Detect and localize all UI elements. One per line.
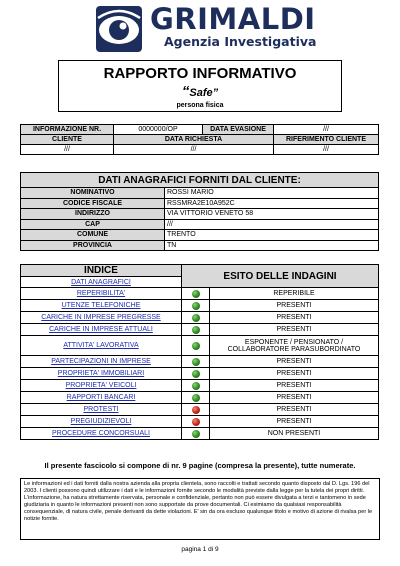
status-cell xyxy=(182,300,210,312)
result-value: PRESENTI xyxy=(210,300,379,312)
brand-name: GRIMALDI xyxy=(150,2,316,36)
disclaimer-paragraph: L'informazione, ha natura strettamente riservata, personale e confidenziale, pertanto non può essere divulgata a terzi e tantomeno in sede giudiziaria in quanto le informazioni presenti non sono supportate da prove documentali. Ci esimiamo da qualsiasi responsabilità consequenziale, di natura civile, penale derivanti da dette violazioni. E' sin da ora escluso qualunque titolo e motivo di azione di rivalsa per le notizie fornite. xyxy=(24,495,373,523)
index-link[interactable]: DATI ANAGRAFICI xyxy=(71,278,131,286)
green-status-icon xyxy=(192,382,200,390)
status-cell xyxy=(182,312,210,324)
disclaimer-box xyxy=(20,478,380,540)
status-cell xyxy=(182,368,210,380)
report-subtitle: persona fisica xyxy=(176,102,224,109)
brand-subtitle: Agenzia Investigativa xyxy=(164,34,317,49)
zip-label: CAP xyxy=(21,219,165,230)
index-item-personal-data[interactable] xyxy=(21,277,182,288)
status-cell xyxy=(182,404,210,416)
index-row xyxy=(21,428,379,440)
green-status-icon xyxy=(192,302,200,310)
index-item[interactable] xyxy=(21,404,182,416)
index-row xyxy=(21,312,379,324)
info-number-label: INFORMAZIONE NR. xyxy=(21,125,114,135)
status-cell xyxy=(182,416,210,428)
index-item[interactable] xyxy=(21,288,182,300)
index-link[interactable]: PARTECIPAZIONI IN IMPRESE xyxy=(51,358,151,365)
result-value: NON PRESENTI xyxy=(210,428,379,440)
client-value: /// xyxy=(21,145,114,155)
client-label: CLIENTE xyxy=(21,135,114,145)
status-cell xyxy=(182,380,210,392)
index-link[interactable]: PROPRIETA' IMMOBILIARI xyxy=(57,370,145,377)
index-item[interactable] xyxy=(21,336,182,356)
report-title: RAPPORTO INFORMATIVO xyxy=(103,65,297,82)
index-row xyxy=(21,416,379,428)
index-link[interactable]: CARICHE IN IMPRESE PREGRESSE xyxy=(41,314,161,321)
index-item[interactable] xyxy=(21,392,182,404)
result-line: COLLABORATORE PARASUBORDINATO xyxy=(227,345,361,353)
index-link[interactable]: UTENZE TELEFONICHE xyxy=(61,302,141,309)
result-line: ESPONENTE / PENSIONATO / xyxy=(244,338,344,346)
index-link[interactable]: PROPRIETA' VEICOLI xyxy=(65,382,137,389)
page-number: pagina 1 di 9 xyxy=(181,546,219,553)
index-heading: INDICE xyxy=(21,265,182,277)
green-status-icon xyxy=(192,314,200,322)
green-status-icon xyxy=(192,370,200,378)
result-value: PRESENTI xyxy=(210,392,379,404)
info-date-evasion-value: /// xyxy=(274,125,379,135)
status-cell xyxy=(182,324,210,336)
request-date-value: /// xyxy=(114,145,274,155)
result-value xyxy=(210,336,379,356)
city-value: TRENTO xyxy=(165,230,379,241)
disclaimer-paragraph: Le informazioni ed i dati forniti dalla nostra azienda alla propria clientela, sono raccolti e trattati secondo quanto disposto dal D. Lgs. 196 del 2003. I clienti possono quindi utilizzare i dati e le informazioni fornite secondo le modalità previste dalla legge per la tutela dei propri diritti. xyxy=(24,481,370,495)
green-status-icon xyxy=(192,394,200,402)
address-label: INDIRIZZO xyxy=(21,209,165,220)
status-cell xyxy=(182,288,210,300)
results-heading: ESITO DELLE INDAGINI xyxy=(182,265,379,288)
index-item[interactable] xyxy=(21,312,182,324)
name-value: ROSSI MARIO xyxy=(165,188,379,199)
index-row xyxy=(21,380,379,392)
eye-logo-icon xyxy=(96,6,142,52)
page-header xyxy=(0,0,400,58)
index-row xyxy=(21,368,379,380)
index-row xyxy=(21,324,379,336)
green-status-icon xyxy=(192,342,200,350)
address-value: VIA VITTORIO VENETO 58 xyxy=(165,209,379,220)
index-item[interactable] xyxy=(21,428,182,440)
info-number-value: 0000000/OP xyxy=(114,125,203,135)
result-value: REPERIBILE xyxy=(210,288,379,300)
report-title-box xyxy=(58,60,342,112)
info-date-evasion-label: DATA EVASIONE xyxy=(203,125,274,135)
index-link[interactable]: REPERIBILITA' xyxy=(76,290,126,297)
green-status-icon xyxy=(192,290,200,298)
index-link[interactable]: CARICHE IN IMPRESE ATTUALI xyxy=(49,326,153,333)
status-cell xyxy=(182,336,210,356)
index-link[interactable]: PREGIUDIZIEVOLI xyxy=(70,418,132,425)
index-row xyxy=(21,392,379,404)
index-row xyxy=(21,336,379,356)
report-info-table xyxy=(20,124,379,155)
index-link[interactable]: PROTESTI xyxy=(83,406,119,413)
brand-block xyxy=(150,4,316,50)
index-item[interactable] xyxy=(21,324,182,336)
green-status-icon xyxy=(192,326,200,334)
tax-code-label: CODICE FISCALE xyxy=(21,198,165,209)
index-item[interactable] xyxy=(21,300,182,312)
index-link[interactable]: ATTIVITA' LAVORATIVA xyxy=(63,342,139,349)
personal-data-table xyxy=(20,172,379,251)
client-ref-label: RIFERIMENTO CLIENTE xyxy=(274,135,379,145)
tax-code-value: RSSMRA2E10A952C xyxy=(165,198,379,209)
index-link[interactable]: PROCEDURE CONCORSUALI xyxy=(51,430,150,437)
zip-value: /// xyxy=(165,219,379,230)
index-row xyxy=(21,404,379,416)
request-date-label: DATA RICHIESTA xyxy=(114,135,274,145)
name-label: NOMINATIVO xyxy=(21,188,165,199)
page-count-summary: Il presente fascicolo si compone di nr. 9 pagine (compresa la presente), tutte numerate. xyxy=(44,461,356,470)
index-item[interactable] xyxy=(21,416,182,428)
index-item[interactable] xyxy=(21,356,182,368)
result-value: PRESENTI xyxy=(210,404,379,416)
index-item[interactable] xyxy=(21,380,182,392)
status-cell xyxy=(182,356,210,368)
result-value: PRESENTI xyxy=(210,380,379,392)
province-value: TN xyxy=(165,240,379,251)
city-label: COMUNE xyxy=(21,230,165,241)
green-status-icon xyxy=(192,430,200,438)
index-row xyxy=(21,356,379,368)
result-value: PRESENTI xyxy=(210,416,379,428)
result-value: PRESENTI xyxy=(210,368,379,380)
report-product-name: “Safe” xyxy=(181,83,219,100)
status-cell xyxy=(182,392,210,404)
personal-data-heading: DATI ANAGRAFICI FORNITI DAL CLIENTE: xyxy=(21,173,379,188)
investigation-index-table xyxy=(20,264,379,440)
index-row xyxy=(21,300,379,312)
result-value: PRESENTI xyxy=(210,356,379,368)
province-label: PROVINCIA xyxy=(21,240,165,251)
result-value: PRESENTI xyxy=(210,312,379,324)
status-cell xyxy=(182,428,210,440)
index-row xyxy=(21,288,379,300)
result-value: PRESENTI xyxy=(210,324,379,336)
red-status-icon xyxy=(192,418,200,426)
index-link[interactable]: RAPPORTI BANCARI xyxy=(66,394,136,401)
client-ref-value: /// xyxy=(274,145,379,155)
red-status-icon xyxy=(192,406,200,414)
green-status-icon xyxy=(192,358,200,366)
index-item[interactable] xyxy=(21,368,182,380)
